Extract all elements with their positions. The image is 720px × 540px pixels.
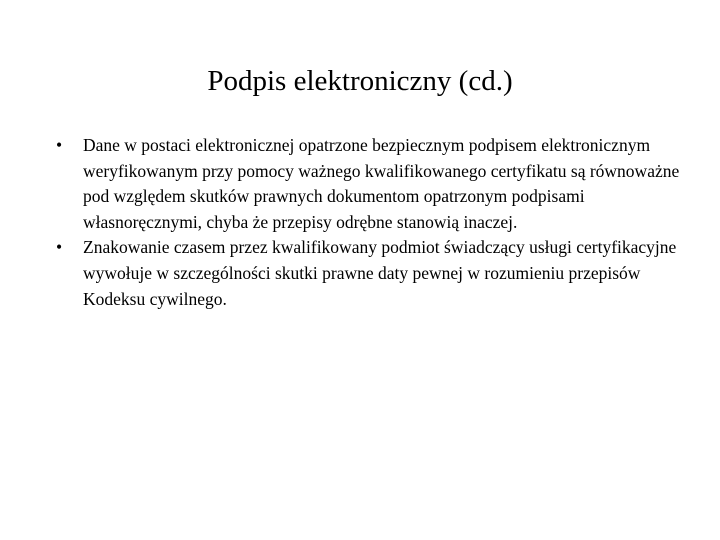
slide-title: Podpis elektroniczny (cd.) xyxy=(207,65,513,97)
bullet-text: Dane w postaci elektronicznej opatrzone bezpiecznym podpisem elektronicznym weryfikowanym przy pomocy ważnego kwalifikowanego certyfikatu są równoważne pod względem skutków prawnych dokumentom opatrzonym podpisami własnoręcznymi, chyba że przepisy odrębne stanowią inaczej. xyxy=(83,135,680,232)
bullet-text: Znakowanie czasem przez kwalifikowany podmiot świadczący usługi certyfikacyjne wywołuje w szczególności skutki prawne daty pewnej w rozumieniu przepisów Kodeksu cywilnego. xyxy=(83,237,677,309)
bullet-icon: • xyxy=(56,135,63,155)
bullet-icon: • xyxy=(56,237,63,258)
bullet-item xyxy=(56,133,696,235)
bullet-item xyxy=(56,235,696,312)
bullet-list xyxy=(56,133,696,312)
